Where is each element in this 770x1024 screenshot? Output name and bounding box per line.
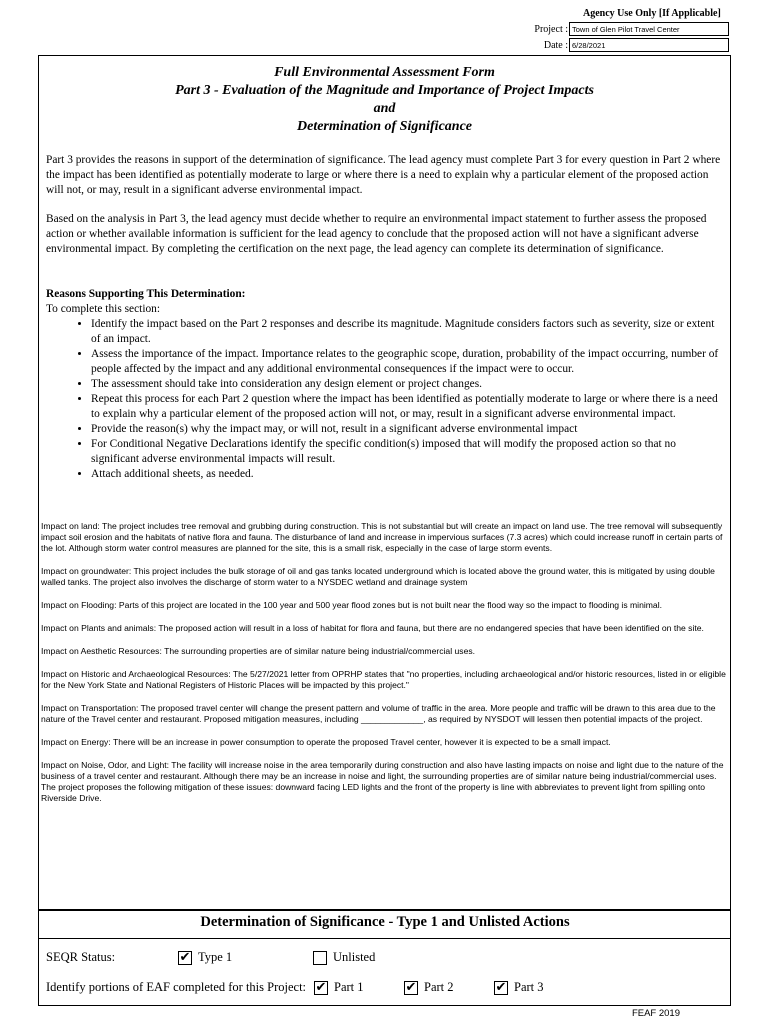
- part2-checkbox[interactable]: ✔: [405, 979, 417, 995]
- intro-text-1: Part 3 provides the reasons in support of the determination of significance. The lead agency must complete Part 3 for every question in Part 2 where the impact has been identified as potentially moderate to large or where there is a need to explain why a particular element of the proposed action will not, or may, result in a significant adverse environmental impact.: [46, 154, 721, 196]
- unlisted-checkbox[interactable]: [313, 951, 327, 965]
- intro-paragraph-2: [46, 212, 724, 257]
- project-label: Project :: [534, 23, 568, 35]
- date-row: [530, 38, 729, 52]
- seqr-status-row: [46, 950, 375, 965]
- impacts-textarea[interactable]: [41, 521, 731, 816]
- part1-label: Part 1: [334, 980, 364, 994]
- form-subtitle-and: and: [373, 101, 396, 116]
- reasons-bullet: • Repeat this process for each Part 2 question where the impact has been identified as potentially moderate to large or where there is a need to explain why a particular element of the proposed action will not, or may, result in a significant adverse environmental impact.: [91, 392, 724, 422]
- impact-noise-odor-light: Impact on Noise, Odor, and Light: The facility will increase noise in the area temporarily during construction and also have lasting impacts on noise and light due to the nature of the business of a travel center and restaurant. Although there may be an increase in noise and light, the surrounding properties are of similar nature being industrial/commercial uses. The project proposes the following mitigation of these issues: downward facing LED lights and the front of the property is line with abbreviates to prevent light from spilling onto Riverside Drive.: [41, 760, 724, 803]
- eaf-portions-label: Identify portions of EAF completed for this Project:: [46, 980, 307, 994]
- form-footer: FEAF 2019: [631, 1008, 680, 1019]
- reasons-bullet: • Provide the reason(s) why the impact may, or will not, result in a significant adverse environmental impact: [91, 422, 724, 437]
- intro-paragraph-1: [46, 153, 724, 198]
- reasons-bullet: • For Conditional Negative Declarations identify the specific condition(s) imposed that will modify the proposed action so that no significant adverse environmental impacts will result.: [91, 437, 724, 467]
- reasons-bullet: • The assessment should take into consideration any design element or project changes.: [91, 377, 724, 392]
- part1-checkbox[interactable]: ✔: [315, 979, 327, 995]
- agency-use-label: Agency Use Only [If Applicable]: [583, 8, 721, 19]
- impact-energy: Impact on Energy: There will be an increase in power consumption to operate the proposed Travel center, however it is expected to be a small impact.: [41, 737, 611, 747]
- reasons-section: [46, 287, 724, 482]
- part2-label: Part 2: [424, 980, 454, 994]
- date-label: Date :: [543, 39, 568, 51]
- eaf-portions-row: [46, 980, 544, 995]
- impact-land: Impact on land: The project includes tree removal and grubbing during construction. This is not substantial but will create an impact on land use. The tree removal will subsequently impact soil erosion and the habitats of native flora and fauna. The disturbance of land and increase in impervious surfaces (7.3 acres) which could increase runoff in certain parts of the lot. Although storm water control measures are planned for the site, this is a small risk, especially in the case of large storm events.: [41, 521, 723, 553]
- reasons-bullet: • Attach additional sheets, as needed.: [91, 467, 724, 482]
- seqr-status-label: SEQR Status:: [46, 950, 116, 964]
- impact-aesthetic: Impact on Aesthetic Resources: The surrounding properties are of similar nature being industrial/commercial uses.: [41, 646, 476, 656]
- type1-checkbox[interactable]: ✔: [179, 949, 191, 965]
- impact-plants-animals: Impact on Plants and animals: The proposed action will result in a loss of habitat for flora and fauna, but there are no endangered species that have been identified on the site.: [41, 623, 704, 633]
- reasons-bullet: • Assess the importance of the impact. Importance relates to the geographic scope, duration, probability of the impact occurring, number of people affected by the impact and any additional environmental consequences if the impact were to occur.: [91, 347, 724, 377]
- part3-label: Part 3: [514, 980, 544, 994]
- form-title: Full Environmental Assessment Form: [274, 65, 495, 80]
- determination-divider: [38, 938, 731, 939]
- project-row: [530, 22, 729, 36]
- form-subtitle-determination: Determination of Significance: [297, 119, 472, 134]
- impact-transportation: Impact on Transportation: The proposed travel center will change the present pattern and volume of traffic in the area. More people and traffic will be drawn to this area due to the nature of the Travel center and restaurant. Proposed mitigation measures, including _____________, as required by NYSDOT will lessen then potential impacts of the project.: [41, 703, 716, 724]
- reasons-heading: Reasons Supporting This Determination:: [46, 288, 246, 300]
- type1-label: Type 1: [198, 950, 233, 964]
- impact-groundwater: Impact on groundwater: This project includes the bulk storage of oil and gas tanks located underground which is located above the ground water, this is mitigated by using double walled tanks. The project also involves the discharge of storm water to a NYSDEC wetland and drainage system: [41, 566, 715, 587]
- date-field[interactable]: 6/28/2021: [569, 38, 729, 52]
- unlisted-label: Unlisted: [333, 950, 376, 964]
- impact-historic: Impact on Historic and Archaeological Resources: The 5/27/2021 letter from OPRHP states that "no properties, including archaeological and/or historic resources, listed in or eligible for the New York State and National Registers of Historic Places will be impacted by this project.": [41, 669, 726, 690]
- form-subtitle: Part 3 - Evaluation of the Magnitude and Importance of Project Impacts: [175, 83, 594, 98]
- reasons-bullet: • Identify the impact based on the Part 2 responses and describe its magnitude. Magnitude considers factors such as severity, size or extent of an impact.: [91, 317, 724, 347]
- project-field[interactable]: Town of Glen Pilot Travel Center: [569, 22, 729, 36]
- impact-flooding: Impact on Flooding: Parts of this project are located in the 100 year and 500 year flood zones but is not built near the flood way so the impact to flooding is minimal.: [41, 600, 663, 610]
- intro-text-2: Based on the analysis in Part 3, the lead agency must decide whether to require an environmental impact statement to further assess the proposed action or whether available information is sufficient for the lead agency to conclude that the proposed action will not have a significant adverse environmental impact. By completing the certification on the next page, the lead agency can complete its determination of significance.: [46, 213, 707, 255]
- determination-title: Determination of Significance - Type 1 and Unlisted Actions: [200, 914, 570, 930]
- part3-checkbox[interactable]: ✔: [495, 979, 507, 995]
- reasons-subheading: To complete this section:: [46, 303, 161, 315]
- reasons-list: [46, 317, 724, 482]
